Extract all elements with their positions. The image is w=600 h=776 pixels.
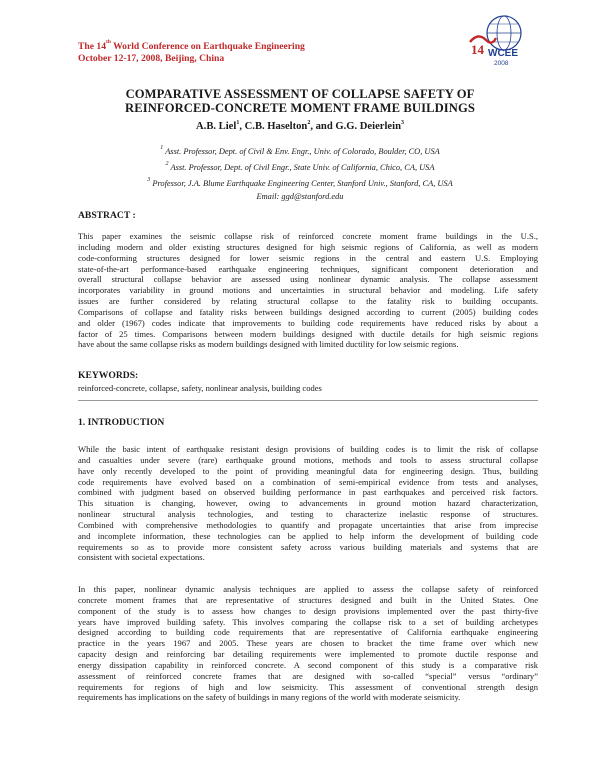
logo-text: WCEE [488, 48, 518, 59]
conference-line-1: The 14th World Conference on Earthquake Engineering [78, 39, 305, 52]
logo-number: 14 [471, 42, 484, 57]
affiliation-2: $^2$ Asst. Professor, Dept. of Civil Engr., State Univ. of California, Chico, CA, USA [165, 161, 435, 173]
abstract-body: This paper examines the seismic collapse risk of reinforced concrete moment frame buildings in the U.S., including modern and older existing structures designed for high seismic regions of California, as well as modern code-conforming structures designed for lower seismic regions in the central and eastern U.S. Employing state-of-the-art performance-based earthquake engineering techniques, significant component deterioration and overall structural collapse behavior are assessed using nonlinear dynamic analysis. The collapse assessment incorporates variability in ground motions and uncertainties in structural behavior and modeling. Life safety issues are further considered by relating structural collapse to the fatality risk to building occupants. Comparisons of collapse and fatality risks between buildings designed according to current (2005) building codes and older (1967) codes indicate that improvements to building code requirements have reduced risks by about a factor of 25 times. Comparisons between modern buildings designed with ductile details for high seismic regions have about the same collapse risks as modern buildings designed with limited ductility for low seismic regions. [78, 231, 538, 350]
author-list: A.B. Liel$^1$, C.B. Haselton$^2$, and G.G. Deierlein$^3$ [196, 120, 404, 132]
divider [78, 400, 538, 401]
paper-title: COMPARATIVE ASSESSMENT OF COLLAPSE SAFETY OF REINFORCED-CONCRETE MOMENT FRAME BUILDINGS [125, 87, 475, 115]
keywords-heading: KEYWORDS: [78, 370, 139, 381]
conference-line-2: October 12-17, 2008, Beijing, China [78, 53, 225, 64]
conference-header [78, 36, 305, 65]
wcee-logo [466, 12, 528, 68]
introduction-paragraph-1: While the basic intent of earthquake resistant design provisions of building codes is to limit the risk of collapse and casualties under severe (rare) earthquake ground motions, methods and tools to assess structural collapse have only recently developed to the point of providing meaningful data for engineering design. Thus, building code requirements have evolved based on a combination of semi-empirical evidence from tests and analyses, combined with judgment based on observed building performance in past earthquakes and perceived risk factors. This situation is changing, however, owing to advancements in ground motion hazard characterization, nonlinear structural analysis technologies, and testing to characterize inelastic response of structures. Combined with comprehensive methodologies to quantify and propagate uncertainties that arise from imprecise and incomplete information, these technologies can be applied to help inform the development of building code requirements so as to provide more consistent safety across various building materials and systems that are consistent with societal expectations. [78, 444, 538, 563]
affiliations [60, 142, 540, 203]
affiliation-1: $^1$ Asst. Professor, Dept. of Civil & Env. Engr., Univ. of Colorado, Boulder, CO, USA [160, 145, 440, 156]
logo-year: 2008 [494, 60, 509, 67]
introduction-heading: 1. INTRODUCTION [78, 417, 165, 428]
email: Email: ggd@stanford.edu [256, 191, 344, 201]
affiliation-3: $^3$ Professor, J.A. Blume Earthquake Engineering Center, Stanford Univ., Stanford, CA, USA [147, 177, 453, 189]
keywords-text: reinforced-concrete, collapse, safety, nonlinear analysis, building codes [78, 383, 322, 393]
introduction-paragraph-2: In this paper, nonlinear dynamic analysis techniques are applied to assess the collapse safety of reinforced concrete moment frames that are representative of structures designed and built in the United States. One component of the study is to assess how changes to design provisions implemented over the past thirty-five years have improved building safety. This involves comparing the collapse risk to a set of building archetypes designed according to building code requirements that are representative of California earthquake engineering practice in the years 1967 and 2005. These years are chosen to bracket the time frame over which new capacity design and reinforcing bar detailing requirements were implemented to promote ductile response and energy dissipation capability in reinforced concrete. A second component of this study is a comparative risk assessment of reinforced concrete frames that are designed with so-called “special” versus “ordinary” requirements for regions of high and low seismicity. This assessment of conventional strength design requirements has implications on the safety of buildings in many regions of the world with moderate seismicity. [78, 584, 538, 703]
abstract-heading: ABSTRACT : [78, 210, 136, 221]
